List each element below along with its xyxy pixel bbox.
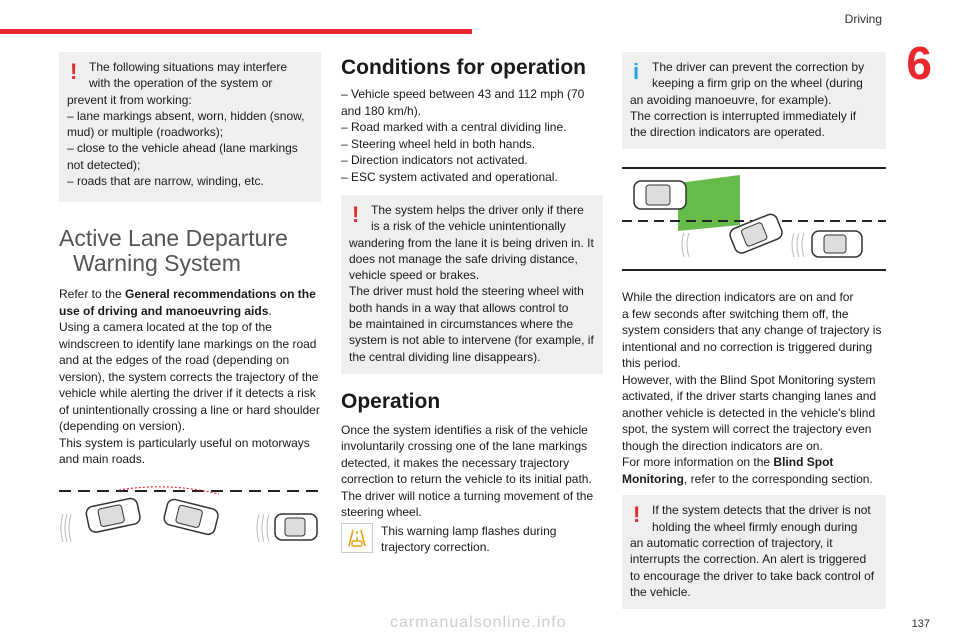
info-icon: i [633, 59, 640, 84]
condition-item: – Steering wheel held in both hands. [341, 136, 536, 151]
chapter-number: 6 [906, 37, 932, 89]
body-text: and at the edges of the road (depending on [59, 353, 290, 367]
body-text: The driver will notice a turning movement of the [341, 488, 594, 503]
section-heading: Active Lane Departure Warning System [59, 225, 288, 276]
lamp-description: trajectory correction. [381, 540, 490, 555]
warning-text: is a risk of the vehicle unintentionally [371, 219, 566, 234]
blind-spot-illustration [622, 169, 886, 269]
column-2 [341, 56, 603, 556]
info-box [622, 52, 886, 149]
warning-text: prevent it from working: [67, 92, 192, 107]
body-text: Once the system identifies a risk of the vehicle [341, 422, 588, 437]
body-text: While the direction indicators are on and for [622, 290, 854, 305]
car-icon [275, 514, 317, 540]
car-icon [812, 231, 862, 257]
info-text: the direction indicators are operated. [630, 125, 825, 140]
body-text: involuntarily crossing one of the lane markings [341, 439, 588, 454]
info-text: keeping a firm grip on the wheel (during [652, 76, 863, 91]
body-text: a few seconds after switching them off, the [622, 306, 849, 321]
warning-icon: ! [70, 59, 78, 84]
warning-text: the vehicle. [630, 584, 691, 599]
info-text: The correction is interrupted immediately if [630, 108, 857, 123]
warning-box [341, 195, 603, 374]
warning-text: The system helps the driver only if there [371, 203, 584, 217]
warning-text: both hands in a way that allows control to [349, 300, 569, 315]
warning-text: vehicle speed or brakes. [349, 268, 480, 283]
body-text: windscreen to identify lane markings on the road [59, 336, 317, 351]
warning-text: be maintained in circumstances where the [349, 317, 574, 332]
lamp-description: This warning lamp flashes during [381, 523, 557, 538]
warning-icon: ! [633, 502, 641, 528]
warning-lamp-row [341, 523, 603, 556]
column-1 [59, 52, 321, 559]
warning-text: not detected); [67, 157, 141, 172]
condition-item: – Road marked with a central dividing line. [341, 120, 567, 134]
warning-text: – lane markings absent, worn, hidden (snow, [67, 108, 305, 123]
warning-box [59, 52, 321, 202]
car-icon [163, 498, 220, 536]
warning-text: interrupts the correction. An alert is triggered [630, 552, 867, 567]
watermark: carmanualsonline.info [390, 614, 567, 631]
body-text: system considers that any change of trajectory is [622, 323, 882, 338]
section-title: Driving [844, 12, 882, 26]
page-number: 137 [911, 618, 930, 630]
info-text: The driver can prevent the correction by [652, 60, 865, 74]
top-accent-bar [0, 29, 472, 34]
reference-text: For more information on the Blind Spot [622, 455, 834, 470]
body-text: detected, it makes the necessary trajectory [341, 455, 570, 470]
body-text: intentional and no correction is triggered during [622, 339, 873, 354]
car-icon [85, 497, 141, 533]
section-heading: Operation [341, 389, 441, 413]
body-text: another vehicle is detected in the vehicle's blind [622, 405, 876, 420]
warning-text: holding the wheel firmly enough during [652, 519, 858, 534]
body-text: (depending on version). [59, 419, 186, 433]
info-text: an avoiding manoeuvre, for example). [630, 92, 832, 107]
warning-text: wandering from the lane it is being driven in. It [349, 235, 594, 250]
condition-item: and 180 km/h). [341, 103, 422, 118]
warning-text: – roads that are narrow, winding, etc. [67, 174, 264, 189]
body-text: and main roads. [59, 452, 146, 466]
warning-text: the central dividing line disappears). [349, 349, 541, 364]
warning-text: The following situations may interfere [89, 60, 288, 74]
body-text: activated, if the driver starts changing lanes and [622, 389, 877, 404]
warning-text: The driver must hold the steering wheel with [349, 284, 584, 299]
reference-text: use of driving and manoeuvring aids. [59, 303, 272, 318]
section-heading: Conditions for operation [341, 56, 586, 79]
warning-text: system is not able to intervene (for example, if [349, 333, 594, 348]
warning-text: mud) or multiple (roadworks); [67, 125, 224, 140]
reference-text: Refer to the General recommendations on the [59, 287, 316, 301]
warning-text: If the system detects that the driver is not [652, 503, 871, 518]
lane-correction-illustration [59, 484, 321, 559]
body-text: though the direction indicators are on. [622, 438, 823, 453]
body-text: version), the system corrects the trajectory of the [59, 369, 319, 384]
body-text: of unintentionally crossing a line or hard shoulder [59, 402, 320, 417]
warning-text: an automatic correction of trajectory, it [630, 536, 833, 551]
condition-item: – Direction indicators not activated. [341, 153, 528, 167]
warning-text: to encourage the driver to take back control of [630, 568, 875, 583]
body-text: However, with the Blind Spot Monitoring system [622, 372, 876, 387]
condition-item: – ESC system activated and operational. [341, 169, 558, 184]
warning-icon: ! [352, 202, 360, 227]
body-text: vehicle while alerting the driver if it detects a risk [59, 386, 316, 400]
warning-box [622, 495, 886, 609]
body-text: Using a camera located at the top of the [59, 320, 272, 334]
body-text: spot, the system will correct the trajectory even [622, 422, 872, 437]
body-text: this period. [622, 356, 681, 371]
body-text: correction to return the vehicle to its initial path. [341, 472, 592, 487]
column-3 [622, 52, 886, 609]
warning-text: – close to the vehicle ahead (lane markings [67, 141, 298, 156]
car-icon [634, 181, 686, 209]
body-text: This system is particularly useful on motorways [59, 435, 310, 450]
warning-text: does not manage the safe driving distance, [349, 251, 578, 266]
condition-item: – Vehicle speed between 43 and 112 mph (70 [341, 87, 585, 101]
lane-warning-lamp-icon [341, 523, 373, 553]
body-text: steering wheel. [341, 505, 422, 520]
warning-text: with the operation of the system or [89, 76, 273, 91]
reference-text: Monitoring, refer to the corresponding section. [622, 471, 873, 486]
